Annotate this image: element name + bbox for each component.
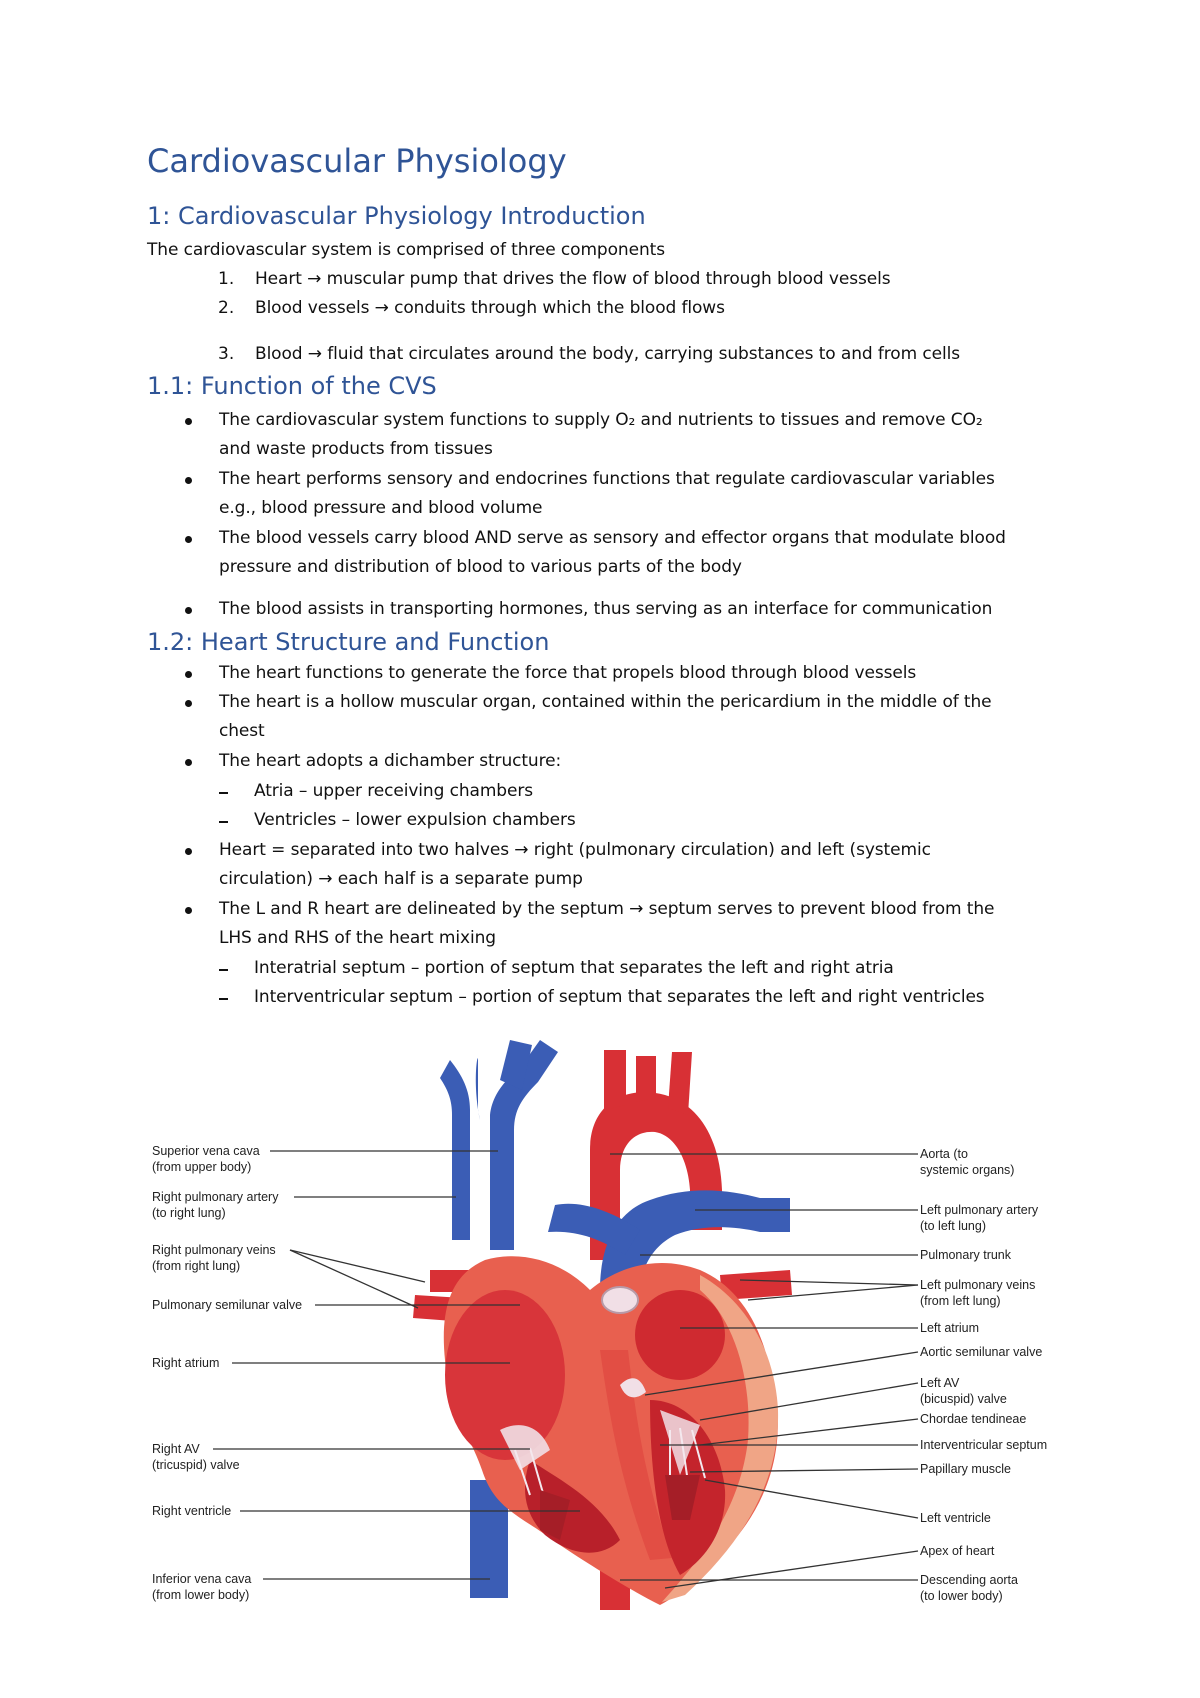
- figure-label-right: Left pulmonary artery (to left lung): [920, 1203, 1039, 1233]
- bullet-text: The L and R heart are delineated by the septum → septum serves to prevent blood from the: [219, 899, 995, 919]
- right-labels: [920, 1147, 1047, 1603]
- figure-label-left: Pulmonary semilunar valve: [152, 1298, 303, 1312]
- list-number: 1.: [218, 269, 235, 289]
- bullet-text: The heart is a hollow muscular organ, contained within the pericardium in the middle of the: [219, 692, 992, 712]
- heart-diagram: [0, 1030, 1200, 1610]
- figure-label-right: Papillary muscle: [920, 1462, 1012, 1476]
- heart-illustration: [413, 1040, 792, 1610]
- sub-item: Interatrial septum – portion of septum that separates the left and right atria: [254, 958, 894, 978]
- bullet: [185, 418, 192, 425]
- bullet: [185, 700, 192, 707]
- bullet: [185, 477, 192, 484]
- bullet-text: Heart = separated into two halves → right (pulmonary circulation) and left (systemic: [219, 840, 931, 860]
- figure-label-left: Right pulmonary artery (to right lung): [152, 1190, 279, 1220]
- figure-label-right: Left atrium: [920, 1321, 980, 1335]
- dash-marker: [219, 998, 228, 1000]
- bullet-text: e.g., blood pressure and blood volume: [219, 498, 543, 518]
- sub-item: Ventricles – lower expulsion chambers: [254, 810, 576, 830]
- bullet-text: The heart performs sensory and endocrines functions that regulate cardiovascular variables: [219, 469, 995, 489]
- bullet-text: pressure and distribution of blood to various parts of the body: [219, 557, 742, 577]
- bullet: [185, 759, 192, 766]
- bullet: [185, 671, 192, 678]
- intro-paragraph: The cardiovascular system is comprised of three components: [147, 240, 665, 260]
- list-number: 2.: [218, 298, 235, 318]
- dash-marker: [219, 969, 228, 971]
- bullet-text: LHS and RHS of the heart mixing: [219, 928, 496, 948]
- left-labels: [152, 1144, 302, 1602]
- list-item: Heart → muscular pump that drives the flow of blood through blood vessels: [255, 269, 891, 289]
- figure-label-right: Left ventricle: [920, 1511, 991, 1525]
- list-number: 3.: [218, 344, 235, 364]
- figure-label-right: Aorta (to systemic organs): [920, 1147, 1015, 1177]
- figure-label-right: Pulmonary trunk: [920, 1248, 1012, 1262]
- figure-label-left: Right AV (tricuspid) valve: [152, 1442, 240, 1472]
- page-title: Cardiovascular Physiology: [147, 142, 567, 180]
- bullet-text: circulation) → each half is a separate pump: [219, 869, 583, 889]
- figure-label-left: Right atrium: [152, 1356, 220, 1370]
- bullet-text: The heart functions to generate the force that propels blood through blood vessels: [219, 663, 917, 683]
- dash-marker: [219, 792, 228, 794]
- dash-marker: [219, 821, 228, 823]
- figure-label-left: Superior vena cava (from upper body): [152, 1144, 260, 1174]
- bullet: [185, 907, 192, 914]
- bullet-text: The cardiovascular system functions to supply O₂ and nutrients to tissues and remove CO₂: [219, 410, 983, 430]
- bullet-text: The blood assists in transporting hormones, thus serving as an interface for communication: [219, 599, 993, 619]
- figure-label-right: Apex of heart: [920, 1544, 995, 1558]
- figure-label-left: Inferior vena cava (from lower body): [152, 1572, 252, 1602]
- figure-label-right: Interventricular septum: [920, 1438, 1048, 1452]
- figure-label-right: Left pulmonary veins (from left lung): [920, 1278, 1036, 1308]
- bullet-text: The blood vessels carry blood AND serve as sensory and effector organs that modulate blood: [219, 528, 1006, 548]
- figure-label-right: Aortic semilunar valve: [920, 1345, 1043, 1359]
- bullet: [185, 607, 192, 614]
- bullet: [185, 536, 192, 543]
- figure-label-left: Right ventricle: [152, 1504, 232, 1518]
- figure-label-right: Descending aorta (to lower body): [920, 1573, 1018, 1603]
- sub-item: Atria – upper receiving chambers: [254, 781, 533, 801]
- bullet-text: The heart adopts a dichamber structure:: [219, 751, 562, 771]
- section-heading-intro: 1: Cardiovascular Physiology Introduction: [147, 202, 646, 230]
- list-item: Blood → fluid that circulates around the body, carrying substances to and from cells: [255, 344, 960, 364]
- section-heading-function: 1.1: Function of the CVS: [147, 372, 437, 400]
- bullet-text: chest: [219, 721, 265, 741]
- sub-item: Interventricular septum – portion of septum that separates the left and right ventricles: [254, 987, 985, 1007]
- figure-label-left: Right pulmonary veins (from right lung): [152, 1243, 276, 1273]
- bullet-text: and waste products from tissues: [219, 439, 493, 459]
- figure-label-right: Left AV (bicuspid) valve: [920, 1376, 1007, 1406]
- figure-label-right: Chordae tendineae: [920, 1412, 1027, 1426]
- list-item: Blood vessels → conduits through which the blood flows: [255, 298, 725, 318]
- section-heading-structure: 1.2: Heart Structure and Function: [147, 628, 550, 656]
- bullet: [185, 848, 192, 855]
